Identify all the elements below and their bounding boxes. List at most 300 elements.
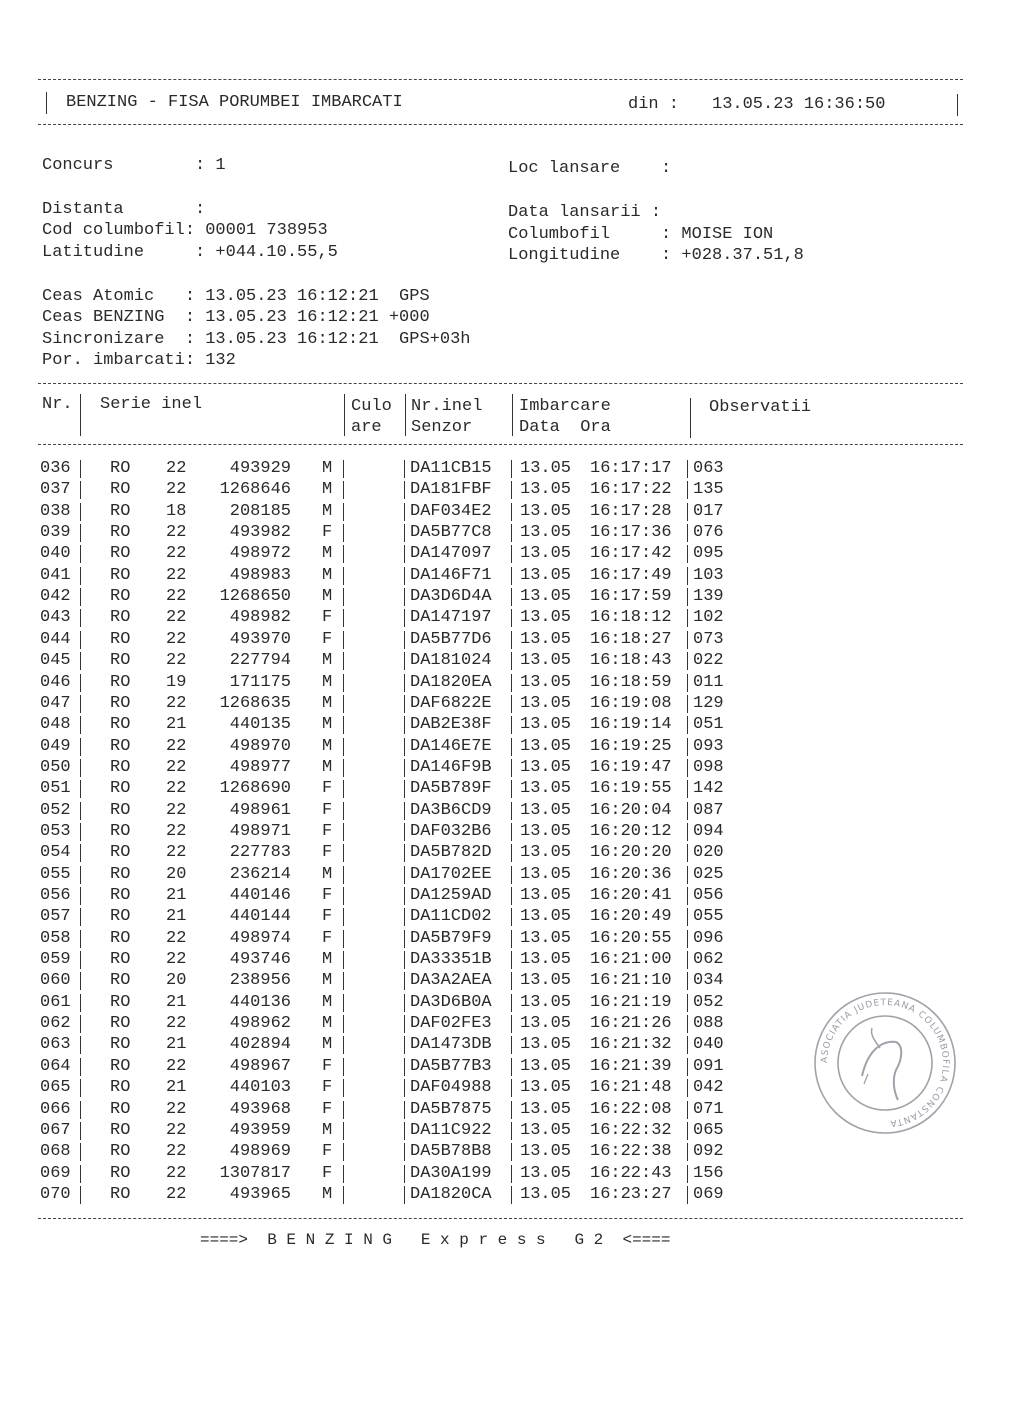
row-ring-number: 498969 (229, 1142, 291, 1162)
sensor-separator (511, 609, 512, 627)
culoare-separator (404, 460, 405, 478)
row-year: 22 (166, 608, 187, 628)
row-nr: 062 (40, 1014, 71, 1034)
sex-separator (343, 460, 344, 478)
row-time: 16:18:59 (590, 672, 672, 692)
time-separator (687, 652, 688, 670)
nr-separator (80, 972, 81, 990)
row-date: 13.05 (520, 1078, 572, 1098)
nr-separator (80, 1058, 81, 1076)
column-header-nr-inel: Nr.inel (411, 397, 483, 416)
table-row (0, 522, 1024, 543)
sensor-separator (511, 1143, 512, 1161)
table-row (0, 650, 1024, 671)
row-sex: M (322, 693, 333, 713)
row-sensor-id: DA5B77B3 (410, 1056, 492, 1076)
longitudine-field: Longitudine : +028.37.51,8 (508, 246, 804, 265)
columbofil-field: Columbofil : MOISE ION (508, 225, 774, 244)
row-ring-number: 498983 (229, 565, 291, 585)
row-observatii: 056 (693, 886, 724, 905)
row-sex: F (322, 1163, 333, 1183)
table-row (0, 1184, 1024, 1205)
nr-separator (80, 503, 81, 521)
time-separator (687, 1165, 688, 1183)
row-sex: M (322, 736, 333, 756)
nr-separator (80, 1122, 81, 1140)
row-nr: 069 (40, 1163, 71, 1183)
time-separator (687, 716, 688, 734)
row-ring-number: 498970 (229, 736, 291, 756)
association-stamp (810, 988, 960, 1138)
row-year: 22 (166, 950, 187, 970)
row-sex: F (322, 608, 333, 628)
row-country: RO (110, 800, 131, 820)
row-ring-number: 498962 (229, 1014, 291, 1034)
row-observatii: 087 (693, 800, 724, 820)
row-year: 22 (166, 651, 187, 671)
row-observatii: 142 (693, 779, 724, 799)
row-ring-number: 440103 (229, 1078, 291, 1098)
row-sex: M (322, 1184, 333, 1204)
row-observatii: 052 (693, 992, 724, 1012)
stamp-text: ASOCIATIA JUDETEANA COLUMBOFILA CONSTANTA (819, 997, 951, 1128)
culoare-separator (404, 1079, 405, 1097)
sex-separator (343, 1058, 344, 1076)
row-year: 22 (166, 587, 187, 607)
row-observatii: 034 (693, 971, 724, 991)
culoare-separator (404, 738, 405, 756)
culoare-separator (404, 1101, 405, 1119)
sex-separator (343, 951, 344, 969)
sex-separator (343, 738, 344, 756)
row-sensor-id: DA3D6B0A (410, 992, 492, 1012)
row-nr: 044 (40, 629, 71, 649)
time-separator (687, 503, 688, 521)
row-year: 22 (166, 1142, 187, 1162)
nr-separator (80, 631, 81, 649)
row-country: RO (110, 1078, 131, 1098)
latitudine-field: Latitudine : +044.10.55,5 (42, 243, 338, 262)
row-nr: 039 (40, 523, 71, 543)
row-sex: F (322, 886, 333, 905)
row-country: RO (110, 757, 131, 777)
time-separator (687, 674, 688, 692)
row-country: RO (110, 715, 131, 735)
row-sensor-id: DA5B782D (410, 843, 492, 863)
row-nr: 056 (40, 886, 71, 905)
row-sex: M (322, 950, 333, 970)
row-country: RO (110, 1184, 131, 1204)
table-row (0, 479, 1024, 500)
row-country: RO (110, 480, 131, 500)
row-country: RO (110, 1099, 131, 1119)
row-year: 21 (166, 886, 187, 905)
row-date: 13.05 (520, 779, 572, 799)
row-time: 16:20:12 (590, 821, 672, 841)
row-date: 13.05 (520, 886, 572, 905)
row-sex: F (322, 1078, 333, 1098)
row-ring-number: 493959 (229, 1120, 291, 1140)
row-sex: M (322, 544, 333, 564)
culoare-separator (404, 567, 405, 585)
row-ring-number: 227794 (229, 651, 291, 671)
culoare-separator (404, 759, 405, 777)
row-country: RO (110, 864, 131, 884)
sex-separator (343, 524, 344, 542)
row-year: 22 (166, 480, 187, 500)
row-sensor-id: DA11CB15 (410, 459, 492, 478)
row-date: 13.05 (520, 1184, 572, 1204)
culoare-separator (404, 631, 405, 649)
row-year: 22 (166, 1056, 187, 1076)
row-date: 13.05 (520, 821, 572, 841)
row-ring-number: 493982 (229, 523, 291, 543)
sensor-separator (511, 674, 512, 692)
row-observatii: 040 (693, 1035, 724, 1055)
nr-separator (80, 1143, 81, 1161)
sex-separator (343, 652, 344, 670)
time-separator (687, 545, 688, 563)
row-time: 16:21:10 (590, 971, 672, 991)
table-row (0, 821, 1024, 842)
row-year: 20 (166, 971, 187, 991)
row-country: RO (110, 1142, 131, 1162)
row-time: 16:20:20 (590, 843, 672, 863)
column-header-observatii: Observatii (709, 398, 812, 417)
row-time: 16:20:41 (590, 886, 672, 905)
row-sex: F (322, 1142, 333, 1162)
nr-separator (80, 1101, 81, 1119)
sensor-separator (511, 823, 512, 841)
row-sensor-id: DA181FBF (410, 480, 492, 500)
row-ring-number: 1268690 (219, 779, 291, 799)
row-observatii: 025 (693, 864, 724, 884)
row-year: 22 (166, 629, 187, 649)
sensor-separator (511, 738, 512, 756)
column-header-imbarcare: Imbarcare (519, 397, 611, 416)
sensor-separator (511, 524, 512, 542)
row-sensor-id: DAB2E38F (410, 715, 492, 735)
sex-separator (343, 1079, 344, 1097)
nr-separator (80, 1079, 81, 1097)
sensor-separator (511, 588, 512, 606)
sensor-separator (511, 908, 512, 926)
sensor-separator (511, 1058, 512, 1076)
row-time: 16:22:43 (590, 1163, 672, 1183)
row-date: 13.05 (520, 992, 572, 1012)
column-header-data-ora: Data Ora (519, 418, 611, 437)
row-nr: 050 (40, 757, 71, 777)
divider (38, 383, 963, 384)
row-nr: 067 (40, 1120, 71, 1140)
sex-separator (343, 908, 344, 926)
nr-separator (80, 567, 81, 585)
time-separator (687, 460, 688, 478)
row-sensor-id: DA30A199 (410, 1163, 492, 1183)
row-nr: 053 (40, 821, 71, 841)
row-observatii: 020 (693, 843, 724, 863)
culoare-separator (404, 524, 405, 542)
time-separator (687, 866, 688, 884)
row-date: 13.05 (520, 950, 572, 970)
row-time: 16:17:22 (590, 480, 672, 500)
sensor-separator (511, 1036, 512, 1054)
culoare-separator (404, 481, 405, 499)
row-time: 16:17:36 (590, 523, 672, 543)
row-ring-number: 493968 (229, 1099, 291, 1119)
row-nr: 041 (40, 565, 71, 585)
row-date: 13.05 (520, 501, 572, 521)
row-year: 22 (166, 544, 187, 564)
sensor-separator (511, 930, 512, 948)
row-year: 22 (166, 1014, 187, 1034)
row-year: 22 (166, 1184, 187, 1204)
sensor-separator (511, 780, 512, 798)
table-row (0, 906, 1024, 927)
header-right-border (957, 94, 958, 116)
table-row (0, 714, 1024, 735)
time-separator (687, 738, 688, 756)
nr-separator (80, 951, 81, 969)
divider (38, 1218, 963, 1219)
row-country: RO (110, 821, 131, 841)
row-observatii: 094 (693, 821, 724, 841)
row-sensor-id: DAF034E2 (410, 501, 492, 521)
culoare-separator (404, 951, 405, 969)
row-country: RO (110, 651, 131, 671)
culoare-separator (404, 545, 405, 563)
row-sensor-id: DA181024 (410, 651, 492, 671)
row-sex: F (322, 821, 333, 841)
row-observatii: 042 (693, 1078, 724, 1098)
time-separator (687, 1186, 688, 1204)
row-time: 16:22:38 (590, 1142, 672, 1162)
row-time: 16:19:25 (590, 736, 672, 756)
row-ring-number: 498971 (229, 821, 291, 841)
nr-separator (80, 588, 81, 606)
row-time: 16:19:08 (590, 693, 672, 713)
row-sensor-id: DA146E7E (410, 736, 492, 756)
row-sex: M (322, 1120, 333, 1140)
nr-separator (80, 1036, 81, 1054)
row-year: 22 (166, 779, 187, 799)
row-time: 16:21:00 (590, 950, 672, 970)
nr-separator (80, 930, 81, 948)
print-datetime: 13.05.23 16:36:50 (712, 95, 886, 114)
row-observatii: 129 (693, 693, 724, 713)
row-observatii: 139 (693, 587, 724, 607)
row-time: 16:22:08 (590, 1099, 672, 1119)
row-year: 22 (166, 1120, 187, 1140)
row-nr: 042 (40, 587, 71, 607)
row-nr: 052 (40, 800, 71, 820)
sensor-separator (511, 759, 512, 777)
row-country: RO (110, 971, 131, 991)
culoare-separator (404, 1015, 405, 1033)
culoare-separator (404, 802, 405, 820)
row-country: RO (110, 587, 131, 607)
row-sensor-id: DAF04988 (410, 1078, 492, 1098)
sex-separator (343, 1165, 344, 1183)
row-sex: F (322, 907, 333, 927)
row-country: RO (110, 459, 131, 478)
row-sex: M (322, 1014, 333, 1034)
sex-separator (343, 631, 344, 649)
time-separator (687, 481, 688, 499)
row-time: 16:17:42 (590, 544, 672, 564)
row-year: 22 (166, 843, 187, 863)
sex-separator (343, 844, 344, 862)
row-nr: 048 (40, 715, 71, 735)
sensor-separator (511, 503, 512, 521)
row-nr: 064 (40, 1056, 71, 1076)
table-row (0, 757, 1024, 778)
nr-separator (80, 994, 81, 1012)
row-sensor-id: DA33351B (410, 950, 492, 970)
row-time: 16:19:47 (590, 757, 672, 777)
row-time: 16:18:12 (590, 608, 672, 628)
sensor-separator (511, 631, 512, 649)
row-year: 19 (166, 672, 187, 692)
row-sensor-id: DAF032B6 (410, 821, 492, 841)
row-date: 13.05 (520, 693, 572, 713)
date-label: din : (628, 95, 680, 114)
column-separator (405, 394, 406, 436)
sex-separator (343, 695, 344, 713)
sex-separator (343, 823, 344, 841)
culoare-separator (404, 1186, 405, 1204)
row-nr: 068 (40, 1142, 71, 1162)
row-sex: F (322, 779, 333, 799)
row-nr: 065 (40, 1078, 71, 1098)
sex-separator (343, 1101, 344, 1119)
row-time: 16:17:49 (590, 565, 672, 585)
row-nr: 038 (40, 501, 71, 521)
row-ring-number: 493929 (229, 459, 291, 478)
table-row (0, 565, 1024, 586)
row-date: 13.05 (520, 928, 572, 948)
row-country: RO (110, 843, 131, 863)
row-nr: 070 (40, 1184, 71, 1204)
culoare-separator (404, 716, 405, 734)
header-left-border (46, 92, 47, 114)
row-year: 22 (166, 565, 187, 585)
row-nr: 063 (40, 1035, 71, 1055)
sex-separator (343, 545, 344, 563)
sex-separator (343, 1143, 344, 1161)
row-time: 16:17:17 (590, 459, 672, 478)
footer-brand: ====> B E N Z I N G E x p r e s s G 2 <==== (200, 1231, 671, 1249)
row-sex: M (322, 480, 333, 500)
row-observatii: 017 (693, 501, 724, 521)
row-time: 16:17:28 (590, 501, 672, 521)
nr-separator (80, 1186, 81, 1204)
row-ring-number: 402894 (229, 1035, 291, 1055)
sensor-separator (511, 887, 512, 905)
sex-separator (343, 759, 344, 777)
culoare-separator (404, 866, 405, 884)
row-sensor-id: DA3A2AEA (410, 971, 492, 991)
time-separator (687, 887, 688, 905)
table-row (0, 864, 1024, 885)
sensor-separator (511, 1015, 512, 1033)
cod-columbofil-field: Cod columbofil: 00001 738953 (42, 221, 328, 240)
row-sex: M (322, 715, 333, 735)
sex-separator (343, 930, 344, 948)
row-sex: M (322, 565, 333, 585)
time-separator (687, 994, 688, 1012)
row-date: 13.05 (520, 587, 572, 607)
row-country: RO (110, 886, 131, 905)
row-sex: F (322, 1099, 333, 1119)
column-header-nr: Nr. (42, 395, 73, 414)
row-year: 22 (166, 459, 187, 478)
svg-text:ASOCIATIA JUDETEANA COLUMBOFIL (820, 998, 950, 1128)
sex-separator (343, 972, 344, 990)
row-sensor-id: DA5B78B8 (410, 1142, 492, 1162)
sex-separator (343, 802, 344, 820)
row-observatii: 073 (693, 629, 724, 649)
row-nr: 037 (40, 480, 71, 500)
row-sex: M (322, 757, 333, 777)
row-sensor-id: DA147197 (410, 608, 492, 628)
row-date: 13.05 (520, 672, 572, 692)
row-nr: 051 (40, 779, 71, 799)
sensor-separator (511, 716, 512, 734)
row-observatii: 069 (693, 1184, 724, 1204)
row-country: RO (110, 523, 131, 543)
time-separator (687, 524, 688, 542)
row-country: RO (110, 1120, 131, 1140)
sensor-separator (511, 1186, 512, 1204)
row-date: 13.05 (520, 971, 572, 991)
row-time: 16:18:27 (590, 629, 672, 649)
nr-separator (80, 866, 81, 884)
data-lansarii-field: Data lansarii : (508, 203, 662, 222)
row-date: 13.05 (520, 629, 572, 649)
culoare-separator (404, 1143, 405, 1161)
row-year: 22 (166, 757, 187, 777)
nr-separator (80, 609, 81, 627)
por-imbarcati-field: Por. imbarcati: 132 (42, 351, 236, 370)
row-observatii: 156 (693, 1163, 724, 1183)
row-observatii: 095 (693, 544, 724, 564)
row-nr: 058 (40, 928, 71, 948)
ceas-atomic-field: Ceas Atomic : 13.05.23 16:12:21 GPS (42, 287, 430, 306)
row-sex: M (322, 651, 333, 671)
row-time: 16:21:48 (590, 1078, 672, 1098)
row-ring-number: 1268646 (219, 480, 291, 500)
sensor-separator (511, 1079, 512, 1097)
row-ring-number: 498977 (229, 757, 291, 777)
sex-separator (343, 588, 344, 606)
row-ring-number: 493746 (229, 950, 291, 970)
row-sex: F (322, 629, 333, 649)
row-nr: 054 (40, 843, 71, 863)
row-nr: 036 (40, 459, 71, 478)
row-sensor-id: DA1259AD (410, 886, 492, 905)
row-year: 21 (166, 1078, 187, 1098)
time-separator (687, 1101, 688, 1119)
row-date: 13.05 (520, 1056, 572, 1076)
row-date: 13.05 (520, 1163, 572, 1183)
sex-separator (343, 1036, 344, 1054)
row-sensor-id: DA5B79F9 (410, 928, 492, 948)
divider (38, 124, 963, 125)
row-ring-number: 498974 (229, 928, 291, 948)
row-observatii: 135 (693, 480, 724, 500)
time-separator (687, 631, 688, 649)
